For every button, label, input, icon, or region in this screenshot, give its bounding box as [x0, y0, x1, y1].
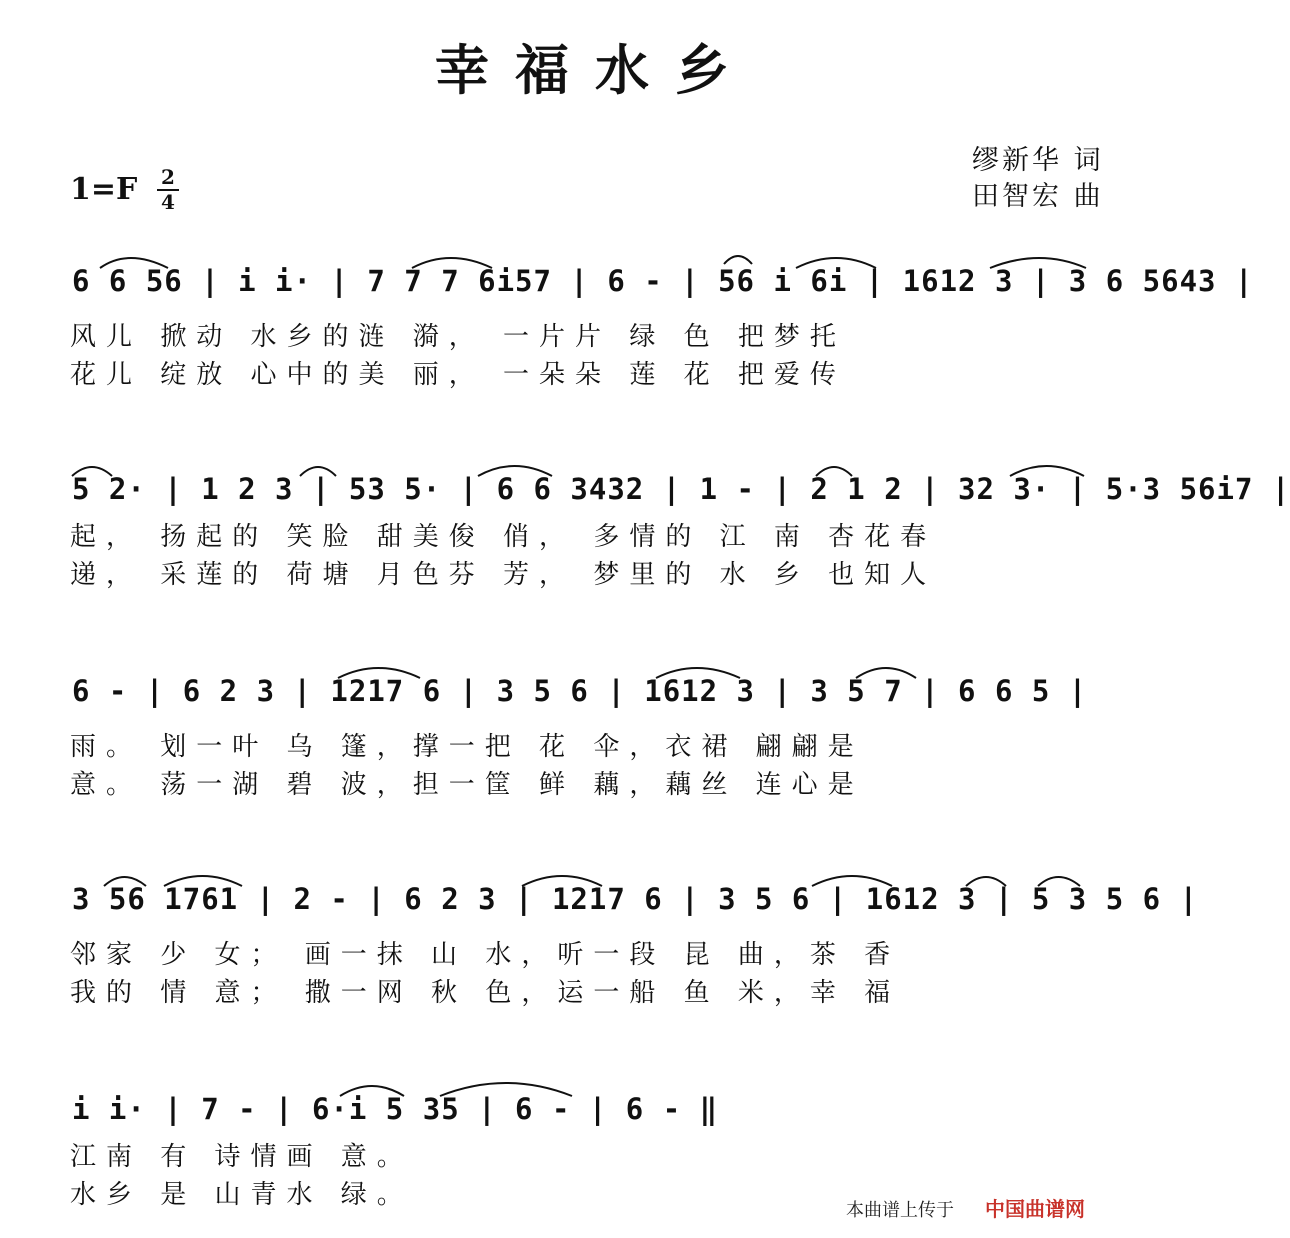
notation-line-4: 3 56 1761 | 2 - | 6 2 3 | 1217 6 | 3 5 6 | 1612 3 | 5 3 5 6 | [72, 882, 1199, 916]
lyric-line-2-verse-2: 递， 采莲的 荷塘 月色芬 芳， 梦里的 水 乡 也知人 [70, 560, 937, 590]
page-title: 幸福水乡 [435, 38, 755, 102]
key-signature: 1=F [70, 172, 138, 207]
time-signature-bottom: 4 [161, 190, 175, 214]
notation-line-3: 6 - | 6 2 3 | 1217 6 | 3 5 6 | 1612 3 | 3 5 7 | 6 6 5 | [72, 674, 1088, 708]
lyric-line-4-verse-2: 我的 情 意； 撒一网 秋 色，运一船 鱼 米，幸 福 [70, 978, 901, 1008]
lyric-line-4-verse-1: 邻家 少 女； 画一抹 山 水，听一段 昆 曲，茶 香 [70, 940, 901, 970]
site-logo: 中国曲谱网 [985, 1197, 1085, 1221]
lyric-line-5-verse-2: 水乡 是 山青水 绿。 [70, 1180, 413, 1210]
lyric-line-5-verse-1: 江南 有 诗情画 意。 [70, 1142, 413, 1172]
lyricist-credit: 缪新华 词 [972, 145, 1104, 176]
lyric-line-3-verse-2: 意。 荡一湖 碧 波，担一筐 鲜 藕，藕丝 连心是 [70, 770, 864, 800]
time-signature-top: 2 [161, 165, 175, 189]
upload-watermark: 本曲谱上传于 [846, 1200, 954, 1221]
notation-line-5: i i· | 7 - | 6·i 5 35 | 6 - | 6 - ‖ [72, 1092, 719, 1126]
lyric-line-2-verse-1: 起， 扬起的 笑脸 甜美俊 俏， 多情的 江 南 杏花春 [70, 522, 937, 552]
composer-credit: 田智宏 曲 [972, 181, 1104, 212]
notation-line-2: 5 2· | 1 2 3 | 53 5· | 6 6 3432 | 1 - | 2 1 2 | 32 3· | 5·3 56i7 | [72, 472, 1290, 506]
lyric-line-1-verse-1: 风儿 掀动 水乡的涟 漪， 一片片 绿 色 把梦托 [70, 322, 846, 352]
lyric-line-3-verse-1: 雨。 划一叶 乌 篷，撑一把 花 伞，衣裙 翩翩是 [70, 732, 864, 762]
lyric-line-1-verse-2: 花儿 绽放 心中的美 丽， 一朵朵 莲 花 把爱传 [70, 360, 846, 390]
notation-line-1: 6 6 56 | i i· | 7 7 7 6i57 | 6 - | 56 i 6i | 1612 3 | 3 6 5643 | [72, 264, 1254, 298]
